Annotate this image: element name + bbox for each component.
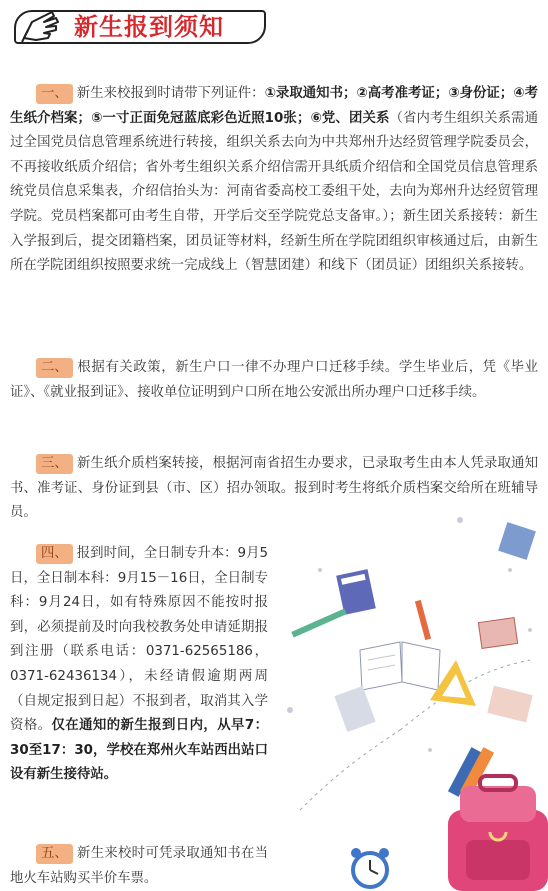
section-number: 一、 <box>36 84 73 104</box>
section-number: 四、 <box>36 544 73 564</box>
notice-section-3: 三、 新生纸介质档案转接，根据河南省招生办要求，已录取考生由本人凭录取通知书、准考证、身份证到县（市、区）招办领取。报到时考生将纸介质档案交给所在班辅导员。 <box>10 456 538 521</box>
section-number: 三、 <box>36 454 73 474</box>
page-header <box>14 6 270 50</box>
alarm-clock-icon <box>351 848 389 887</box>
notice-section-1: 一、 新生来校报到时请带下列证件：①录取通知书；②高考准考证；③身份证；④考生纸介档案；⑤一寸正面免冠蓝底彩色近照10张；⑥党、团关系（省内考生组织关系需通过全国党员信息管理系统进行转接，组织关系去向为中共郑州升达经贸管理学院委员会，不再接收纸质介绍信；省外考生组织关系介绍信需开具纸质介绍信和全国党员信息管理系统党员信息采集表，介绍信抬头为：河南省委高校工委组干处，去向为郑州升达经贸管理学院。党员档案都可由考生自带，开学后交至学院党总支备审。）；新生团关系接转：新生入学报到后，提交团籍档案，团员证等材料，经新生所在学院团组织审核通过后，由新生所在学院团组织按照要求统一完成线上（智慧团建）和线下（团员证）团组织关系接转。 <box>10 86 538 274</box>
backpack-icon <box>448 776 548 891</box>
notice-section-5: 五、 新生来校时可凭录取通知书在当地火车站购买半价车票。 <box>10 846 268 886</box>
notice-section-4: 四、 报到时间，全日制专升本：9月5日，全日制本科：9月15－16日，全日制专科：9月24日，如有特殊原因不能按时报到，必须提前及时向我校教务处申请延期报到注册（联系电话：0371-62565186，0371-62436134），未经请假逾期两周（自规定报到日起）不报到者，取消其入学资格。仅在通知的新生报到日内，从早7：30至17：30，学校在郑州火车站西出站口设有新生接待站。 <box>10 546 268 783</box>
section-number: 二、 <box>36 358 73 378</box>
page-title: 新生报到须知 <box>74 13 224 41</box>
book-icon <box>336 569 376 615</box>
section-number: 五、 <box>36 844 73 864</box>
pointing-hand-icon <box>18 8 62 48</box>
school-supplies-illustration <box>280 510 548 891</box>
notebook-icon <box>498 522 536 560</box>
notice-section-2: 二、 根据有关政策，新生户口一律不办理户口迁移手续。学生毕业后，凭《毕业证》、《就业报到证》、接收单位证明到户口所在地公安派出所办理户口迁移手续。 <box>10 360 538 400</box>
open-book-icon <box>360 642 440 690</box>
